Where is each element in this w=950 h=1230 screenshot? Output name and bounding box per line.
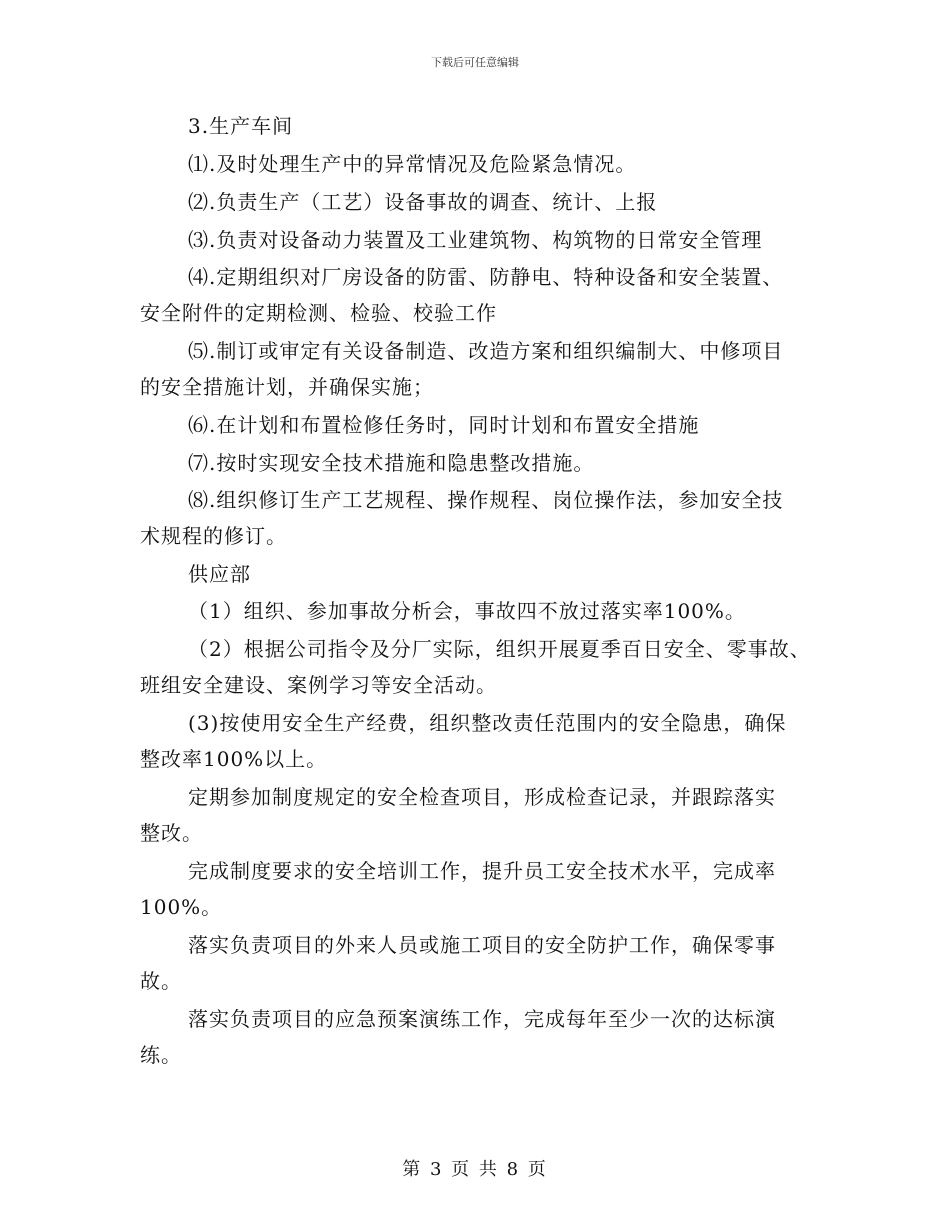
list-item: （2）根据公司指令及分厂实际，组织开展夏季百日安全、零事故、 [188, 637, 811, 661]
paragraph: 落实负责项目的外来人员或施工项目的安全防护工作，确保零事 [188, 933, 776, 957]
list-item-continuation: 安全附件的定期检测、检验、校验工作 [140, 301, 497, 325]
list-item: ⑴.及时处理生产中的异常情况及危险紧急情况。 [188, 152, 637, 176]
page-number: 第 3 页 共 8 页 [402, 1159, 548, 1180]
list-item: (3)按使用安全生产经费，组织整改责任范围内的安全隐患，确保 [188, 711, 787, 735]
paragraph-continuation: 100%。 [140, 895, 223, 919]
section-heading: 3.生产车间 [188, 114, 294, 138]
list-item: ⑷.定期组织对厂房设备的防雷、防静电、特种设备和安全装置、 [188, 265, 784, 289]
list-item: ⑶.负责对设备动力装置及工业建筑物、构筑物的日常安全管理 [188, 228, 763, 252]
list-item: （1）组织、参加事故分析会，事故四不放过落实率100%。 [188, 599, 746, 623]
list-item: ⑸.制订或审定有关设备制造、改造方案和组织编制大、中修项目 [188, 339, 784, 363]
list-item: ⑻.组织修订生产工艺规程、操作规程、岗位操作法，参加安全技 [188, 488, 784, 512]
page-header: 下载后可任意编辑 [431, 56, 519, 69]
paragraph-continuation: 故。 [140, 969, 182, 993]
list-item-continuation: 整改率100%以上。 [140, 747, 328, 771]
paragraph: 定期参加制度规定的安全检查项目，形成检查记录，并跟踪落实 [188, 785, 776, 809]
paragraph: 落实负责项目的应急预案演练工作，完成每年至少一次的达标演 [188, 1007, 776, 1031]
list-item: ⑵.负责生产（工艺）设备事故的调查、统计、上报 [188, 190, 658, 214]
list-item-continuation: 术规程的修订。 [140, 524, 287, 548]
list-item-continuation: 的安全措施计划，并确保实施； [140, 375, 434, 399]
list-item: ⑹.在计划和布置检修任务时，同时计划和布置安全措施 [188, 413, 700, 437]
paragraph-continuation: 练。 [140, 1043, 182, 1067]
list-item-continuation: 班组安全建设、案例学习等安全活动。 [140, 673, 497, 697]
paragraph: 完成制度要求的安全培训工作，提升员工安全技术水平，完成率 [188, 859, 776, 883]
paragraph-continuation: 整改。 [140, 821, 203, 845]
list-item: ⑺.按时实现安全技术措施和隐患整改措施。 [188, 451, 595, 475]
section-heading: 供应部 [188, 562, 251, 586]
